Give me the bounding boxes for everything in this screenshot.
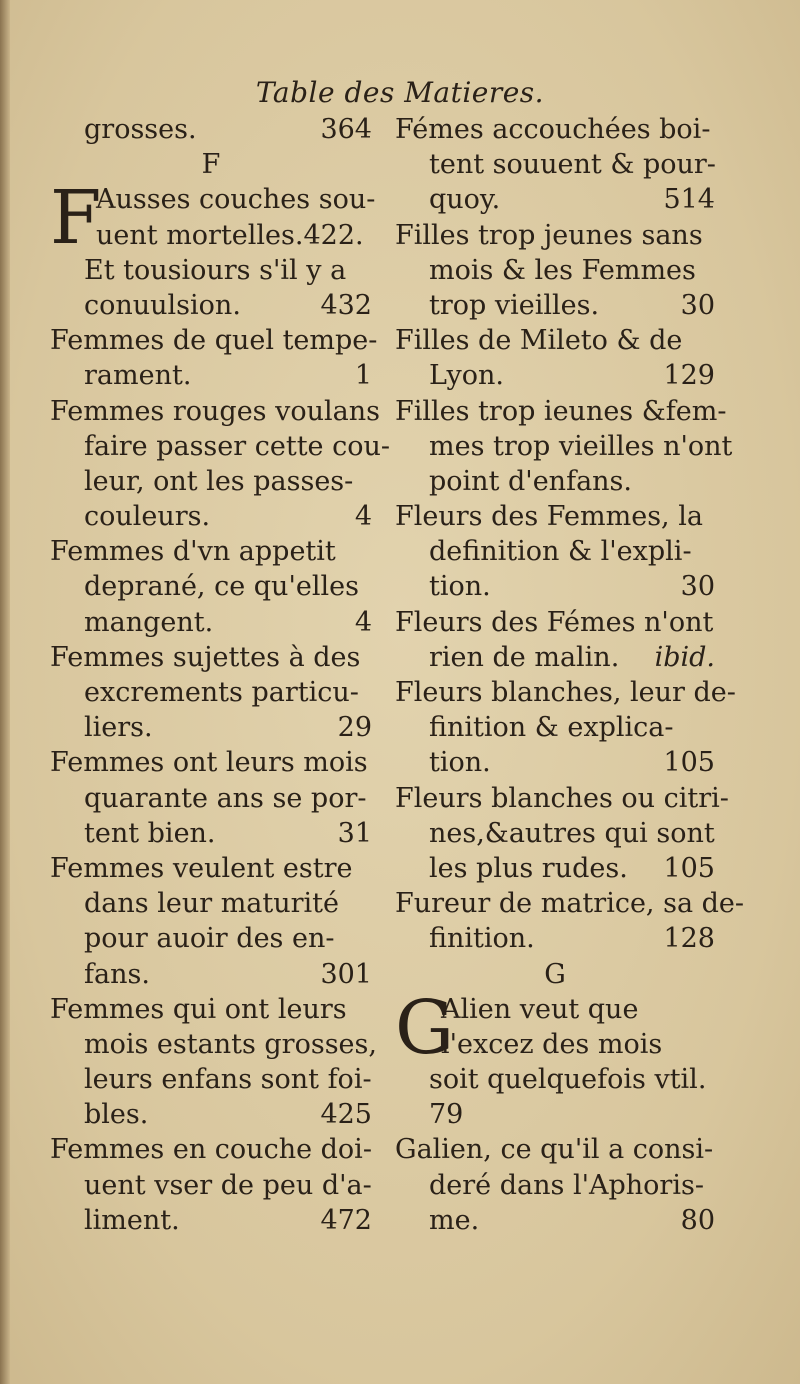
entry-text: conuulsion. (84, 289, 241, 321)
entry-line (50, 394, 380, 429)
entry-line (50, 781, 372, 816)
entry-line (395, 1203, 715, 1238)
entry-text: finition & explica- (429, 712, 674, 744)
entry-text: nes,&autres qui sont (429, 817, 715, 849)
entry-text: fans. (84, 958, 150, 990)
entry-text: Femmes ont leurs mois (50, 747, 368, 779)
entry-line (441, 992, 715, 1027)
entry-line (50, 429, 391, 464)
entry-line (50, 921, 372, 956)
entry-line (395, 781, 729, 816)
page-number: 425 (320, 1099, 372, 1131)
entry-line (395, 745, 715, 780)
entry-text: les plus rudes. (429, 852, 628, 884)
entry-line (50, 1168, 372, 1203)
entry-line (395, 112, 715, 147)
entry-text: Femmes rouges voulans (50, 395, 380, 427)
entry-line (50, 745, 372, 780)
entry-line (395, 323, 715, 358)
entry-text: Fureur de matrice, sa de- (395, 888, 745, 920)
page-number: 128 (663, 923, 715, 955)
entry-line (96, 182, 376, 217)
drop-capital: F (50, 175, 102, 262)
entry-line (395, 358, 715, 393)
entry-text: leurs enfans sont foi- (84, 1064, 372, 1096)
entry-line (50, 323, 378, 358)
entry-text: G (544, 958, 566, 990)
dropcap-entry (50, 175, 376, 262)
entry-text: quoy. (429, 184, 501, 216)
entry-line (50, 358, 372, 393)
entry-line (395, 218, 715, 253)
entry-line (395, 921, 715, 956)
entry-line (395, 675, 736, 710)
entry-text: Fleurs des Fémes n'ont (395, 606, 714, 638)
entry-text: F (201, 149, 221, 181)
entry-text: Femmes d'vn appetit (50, 536, 336, 568)
entry-text: deré dans l'Aphoris- (429, 1169, 704, 1201)
entry-text: Ausses couches sou- (96, 184, 376, 216)
entry-text: Femmes veulent estre (50, 852, 353, 884)
entry-text: Fleurs blanches ou citri- (395, 782, 729, 814)
entry-text: quarante ans se por- (84, 782, 367, 814)
index-column-left (50, 112, 391, 1238)
entry-text: leur, ont les passes- (84, 465, 354, 497)
entry-text: Et tousiours s'il y a (84, 254, 347, 286)
entry-line (395, 1132, 715, 1167)
entry-text: trop vieilles. (429, 289, 600, 321)
entry-text: Fleurs des Femmes, la (395, 501, 703, 533)
entry-line (96, 218, 372, 253)
entry-line (50, 112, 372, 147)
entry-text: tent souuent & pour- (429, 149, 716, 181)
entry-text: Lyon. (429, 360, 504, 392)
dropcap-entry (395, 984, 715, 1071)
entry-text: l'excez des mois (441, 1028, 663, 1060)
entry-line (50, 499, 372, 534)
entry-text: mois estants grosses, (84, 1028, 377, 1060)
entry-text: soit quelquefois vtil. (429, 1064, 707, 1096)
entry-text: excrements particu- (84, 677, 359, 708)
entry-text: Femmes qui ont leurs (50, 993, 347, 1025)
page-number: 129 (663, 360, 715, 392)
entry-text: finition. (429, 923, 535, 955)
entry-text: Fémes accouchées boi- (395, 114, 711, 145)
entry-text: rament. (84, 360, 192, 392)
entry-text: grosses. (84, 114, 197, 145)
entry-text: tion. (429, 571, 491, 603)
entry-text: tent bien. (84, 817, 216, 849)
entry-line (395, 253, 715, 288)
entry-text: tion. (429, 747, 491, 779)
entry-line (395, 499, 715, 534)
entry-line (50, 640, 372, 675)
entry-line (395, 605, 715, 640)
entry-text: bles. (84, 1099, 149, 1131)
entry-line (395, 886, 745, 921)
entry-line (395, 288, 715, 323)
entry-text: Femmes en couche doi- (50, 1134, 372, 1166)
entry-line (395, 182, 715, 217)
page-number: 105 (663, 747, 715, 779)
entry-line (395, 851, 715, 886)
entry-line (50, 1203, 372, 1238)
entry-line (395, 569, 715, 604)
entry-text: Filles trop ieunes &fem- (395, 395, 727, 427)
entry-text: Alien veut que (441, 993, 639, 1025)
entry-line (50, 816, 372, 851)
entry-line (395, 147, 715, 182)
entry-line (50, 1027, 377, 1062)
entry-text: mois & les Femmes (429, 254, 696, 286)
page-number: 31 (337, 817, 372, 849)
drop-capital: G (395, 984, 455, 1071)
entry-text: uent vser de peu d'a- (84, 1169, 372, 1201)
entry-text: mes trop vieilles n'ont (429, 430, 733, 462)
entry-line (50, 288, 372, 323)
entry-text: Galien, ce qu'il a consi- (395, 1134, 714, 1166)
entry-text: couleurs. (84, 501, 211, 533)
entry-line (50, 675, 372, 710)
entry-text: liment. (84, 1204, 180, 1236)
entry-text: faire passer cette cou- (84, 430, 391, 462)
entry-text: uent mortelles.422. (96, 219, 364, 251)
page-number: 30 (680, 289, 715, 321)
entry-line (395, 816, 715, 851)
entry-text: 79 (429, 1099, 464, 1131)
entry-text: dans leur maturité (84, 888, 340, 920)
page-number: 30 (680, 571, 715, 603)
page-number: 1 (354, 360, 372, 392)
entry-text: Filles de Mileto & de (395, 325, 683, 357)
entry-line (50, 1132, 372, 1167)
entry-text: rien de malin. (429, 641, 620, 673)
entry-line (395, 534, 715, 569)
page-number: 4 (354, 501, 372, 533)
entry-line (395, 1062, 715, 1097)
entry-line (50, 957, 372, 992)
entry-text: Femmes sujettes à des (50, 641, 361, 673)
entry-text: Femmes de quel tempe- (50, 325, 378, 357)
page-number: ibid. (654, 641, 715, 673)
entry-line (50, 605, 372, 640)
index-column-right (395, 112, 745, 1238)
entry-line (441, 1027, 715, 1062)
entry-text: pour auoir des en- (84, 923, 335, 955)
page-number: 364 (320, 114, 372, 145)
entry-line (50, 253, 372, 288)
page-number: 472 (320, 1204, 372, 1236)
entry-line (50, 464, 372, 499)
entry-line (50, 1062, 372, 1097)
entry-line (50, 534, 372, 569)
entry-line (50, 992, 372, 1027)
page-edge (0, 0, 10, 1384)
page-number: 301 (320, 958, 372, 990)
entry-line (395, 394, 727, 429)
page-number: 432 (320, 289, 372, 321)
entry-text: Fleurs blanches, leur de- (395, 677, 736, 708)
entry-text: mangent. (84, 606, 214, 638)
entry-text: liers. (84, 712, 153, 744)
page-number: 29 (337, 712, 372, 744)
entry-line (50, 710, 372, 745)
entry-line (395, 1168, 715, 1203)
entry-line (395, 640, 715, 675)
entry-line (50, 886, 372, 921)
page-number: 4 (354, 606, 372, 638)
entry-line (50, 851, 372, 886)
entry-line (50, 569, 372, 604)
entry-text: point d'enfans. (429, 465, 632, 497)
running-head: Table des Matieres. (255, 76, 545, 109)
entry-line (395, 464, 715, 499)
entry-line (395, 710, 715, 745)
page-number: 105 (663, 852, 715, 884)
entry-text: me. (429, 1204, 480, 1236)
page-number: 514 (663, 184, 715, 216)
page-number: 80 (680, 1204, 715, 1236)
entry-line (395, 1097, 715, 1132)
entry-text: Filles trop jeunes sans (395, 219, 703, 251)
entry-text: definition & l'expli- (429, 536, 692, 568)
entry-line (50, 1097, 372, 1132)
entry-text: deprané, ce qu'elles (84, 571, 359, 603)
entry-line (395, 429, 733, 464)
